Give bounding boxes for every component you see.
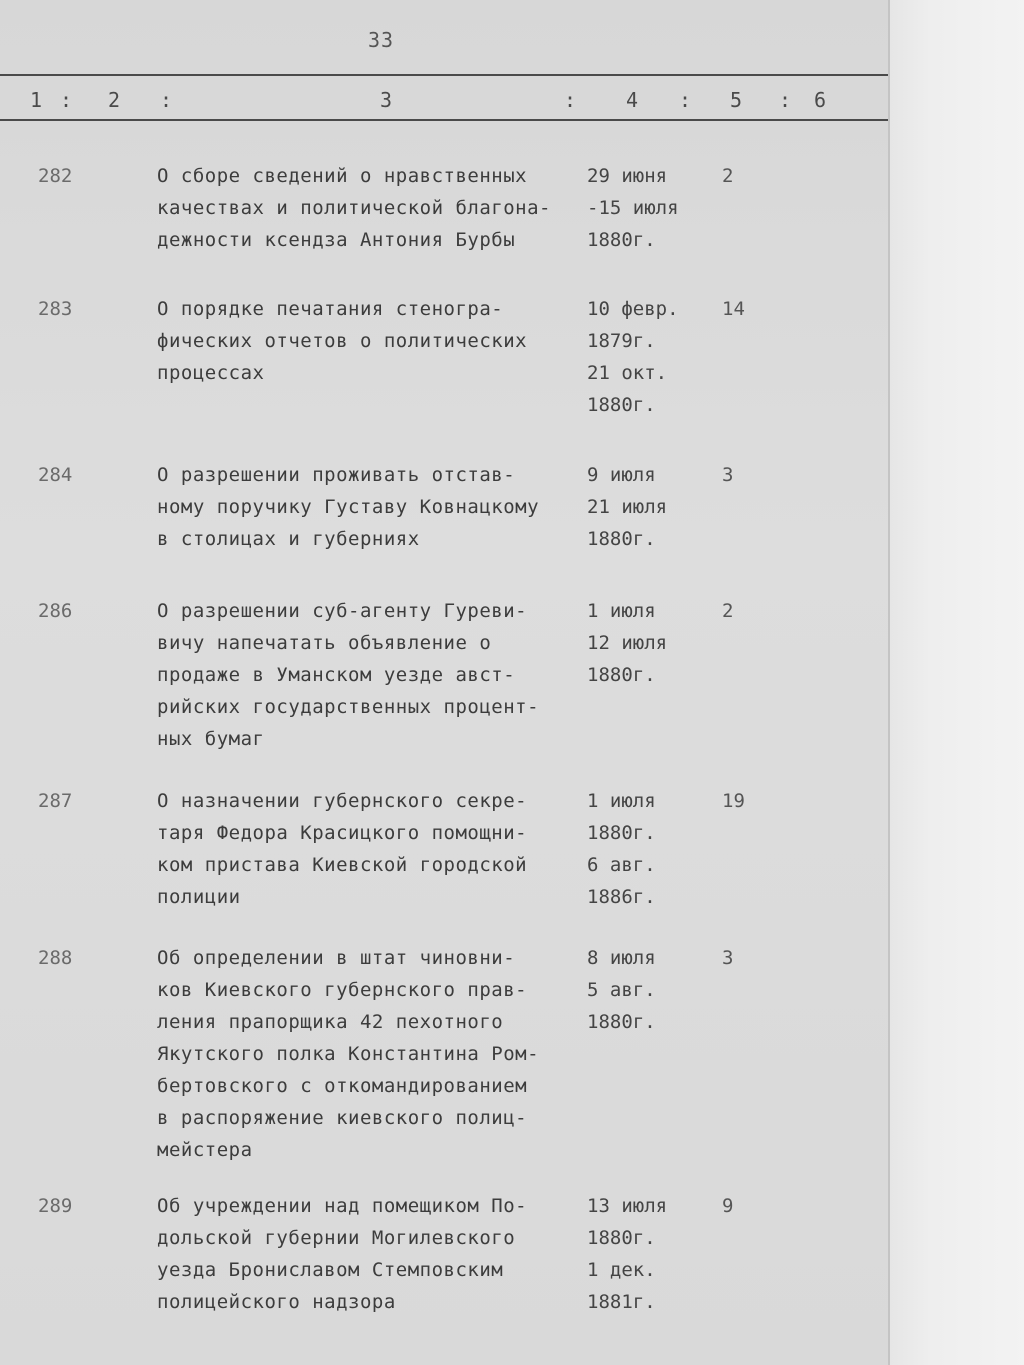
case-title: Об учреждении над помещиком По- дольской губернии Могилевского уезда Брониславом Стемповским полицейского надзора: [157, 1195, 528, 1313]
sheet-count: 9: [722, 1195, 734, 1217]
sheet-count: 19: [722, 790, 745, 812]
case-number: 286: [38, 600, 73, 622]
page-number: 33: [368, 28, 395, 52]
column-separator: :: [679, 88, 692, 112]
case-dates: 13 июля 1880г. 1 дек. 1881г.: [587, 1195, 668, 1313]
case-number: 284: [38, 464, 73, 486]
sheet-count: 3: [722, 464, 734, 486]
sheet-count: 14: [722, 298, 745, 320]
case-dates: 29 июня -15 июля 1880г.: [587, 165, 679, 251]
case-number: 282: [38, 165, 73, 187]
column-header-3: 3: [380, 88, 393, 112]
header-top-rule: [0, 74, 888, 76]
column-header-4: 4: [626, 88, 639, 112]
column-header-1: 1: [30, 88, 43, 112]
case-title: О назначении губернского секре- таря Федора Красицкого помощни- ком пристава Киевской городской полиции: [157, 790, 528, 908]
case-dates: 8 июля 5 авг. 1880г.: [587, 947, 656, 1033]
sheet-count: 2: [722, 600, 734, 622]
case-title: Об определении в штат чиновни- ков Киевского губернского прав- ления прапорщика 42 пехотного Якутского полка Константина Ром- бертовского с откомандированием в распоряжение киевского полиц- мейстера: [157, 947, 540, 1161]
case-dates: 1 июля 1880г. 6 авг. 1886г.: [587, 790, 656, 908]
case-number: 283: [38, 298, 73, 320]
case-title: О разрешении суб-агенту Гуреви- вичу напечатать объявление о продаже в Уманском уезде авст- рийских государственных процент- ных бумаг: [157, 600, 540, 750]
case-dates: 10 февр. 1879г. 21 окт. 1880г.: [587, 298, 679, 416]
case-title: О разрешении проживать отстав- ному поручику Густаву Ковнацкому в столицах и губерниях: [157, 464, 540, 550]
case-number: 289: [38, 1195, 73, 1217]
sheet-count: 2: [722, 165, 734, 187]
header-bottom-rule: [0, 119, 888, 121]
column-header-6: 6: [814, 88, 827, 112]
column-separator: :: [60, 88, 73, 112]
column-separator: :: [160, 88, 173, 112]
case-title: О порядке печатания стеногра- фических отчетов о политических процессах: [157, 298, 528, 384]
case-dates: 9 июля 21 июля 1880г.: [587, 464, 668, 550]
column-separator: :: [564, 88, 577, 112]
column-header-5: 5: [730, 88, 743, 112]
case-number: 287: [38, 790, 73, 812]
column-separator: :: [779, 88, 792, 112]
case-title: О сборе сведений о нравственных качествах и политической благона- дежности ксендза Антония Бурбы: [157, 165, 551, 251]
case-dates: 1 июля 12 июля 1880г.: [587, 600, 668, 686]
case-number: 288: [38, 947, 73, 969]
column-header-2: 2: [108, 88, 121, 112]
adjacent-page-edge: [888, 0, 1024, 1365]
sheet-count: 3: [722, 947, 734, 969]
